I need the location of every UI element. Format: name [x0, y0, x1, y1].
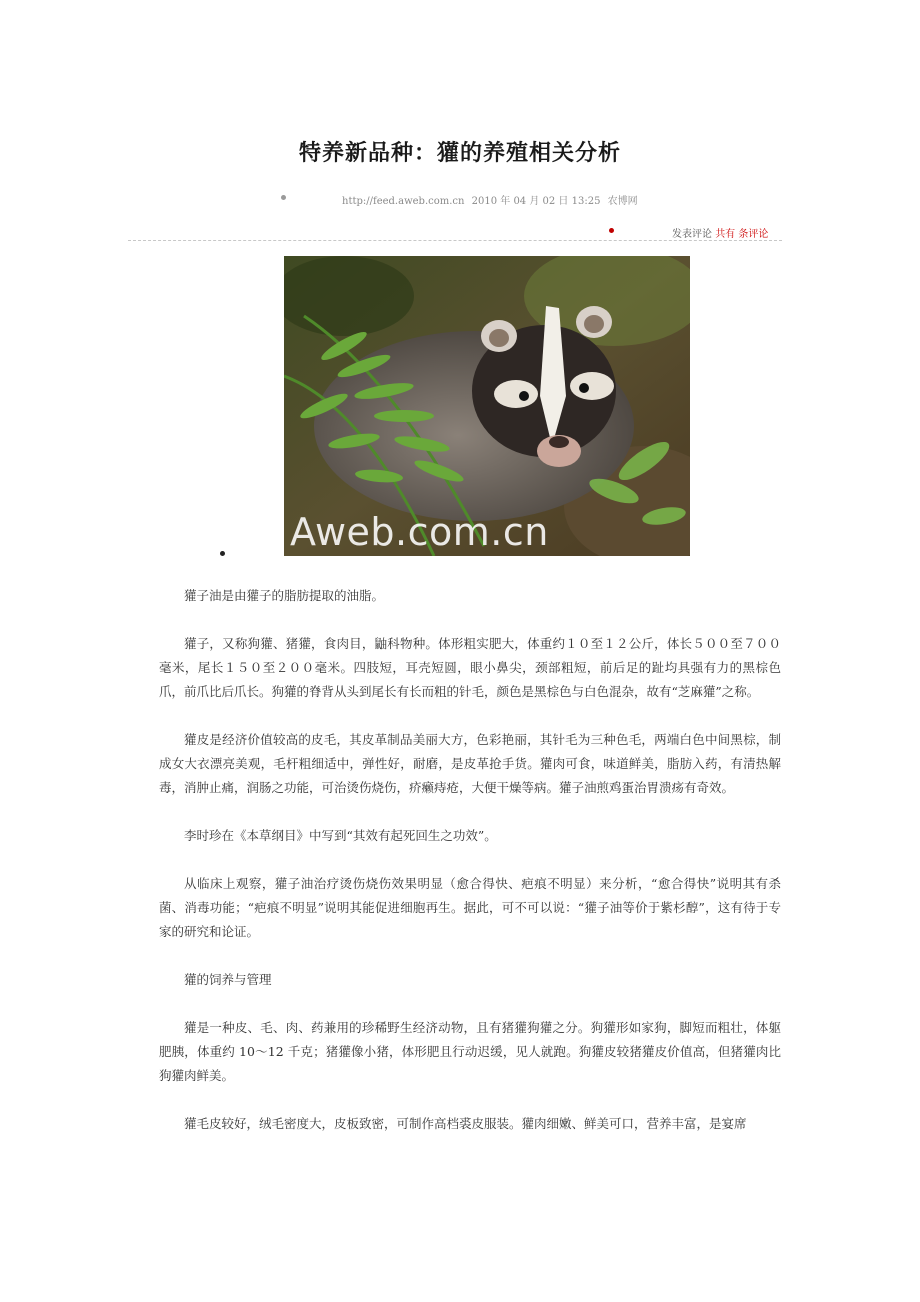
article-body — [159, 584, 781, 1160]
paragraph: 獾毛皮较好，绒毛密度大，皮板致密，可制作高档裘皮服装。獾肉细嫩、鲜美可口，营养丰富，是宴席 — [184, 1116, 747, 1131]
post-comment-link[interactable]: 发表评论 — [672, 229, 712, 240]
article-photo — [284, 256, 690, 556]
section-heading: 獾的饲养与管理 — [184, 972, 272, 987]
article-meta — [342, 192, 642, 207]
publish-date: 2010 年 04 月 02 日 13:25 — [471, 196, 601, 207]
header-divider — [128, 240, 782, 241]
comment-bar — [672, 225, 768, 240]
comment-total-prefix: 共有 — [715, 229, 736, 240]
paragraph: 獾子，又称狗獾、猪獾，食肉目，鼬科物种。体形粗实肥大，体重约１０至１２公斤，体长５００至７００毫米，尾长１５０至２００毫米。四肢短，耳壳短圆，眼小鼻尖，颈部粗短，前后足的趾均具强有力的黑棕色爪，前爪比后爪长。狗獾的脊背从头到尾长有长而粗的针毛，颜色是黑棕色与白色混杂，故有“芝麻獾”之称。 — [159, 636, 781, 699]
paragraph: 獾是一种皮、毛、肉、药兼用的珍稀野生经济动物，且有猪獾狗獾之分。狗獾形如家狗，脚短而粗壮，体躯肥胰，体重约 10～12 千克；猪獾像小猪，体形肥且行动迟缓，见人就跑。狗獾皮较猪獾皮价值高，但猪獾肉比狗獾肉鲜美。 — [159, 1020, 781, 1083]
comment-count-link[interactable]: 条评论 — [738, 229, 769, 240]
paragraph: 李时珍在《本草纲目》中写到“其效有起死回生之功效”。 — [184, 828, 497, 843]
source-name: 农博网 — [607, 196, 638, 207]
meta-bullet-icon — [281, 195, 286, 200]
image-bullet-icon — [220, 551, 225, 556]
comment-bullet-icon — [609, 228, 614, 233]
paragraph: 从临床上观察，獾子油治疗烫伤烧伤效果明显（愈合得快、疤痕不明显）来分析，“愈合得快”说明其有杀菌、消毒功能；“疤痕不明显”说明其能促进细胞再生。据此，可不可以说：“獾子油等价于紫杉醇”，这有待于专家的研究和论证。 — [159, 876, 781, 939]
paragraph: 獾子油是由獾子的脂肪提取的油脂。 — [184, 588, 385, 603]
paragraph: 獾皮是经济价值较高的皮毛，其皮革制品美丽大方，色彩艳丽，其针毛为三种色毛，两端白色中间黑棕，制成女大衣漂亮美观，毛杆粗细适中，弹性好，耐磨，是皮革抢手货。獾肉可食，味道鲜美，脂肪入药，有清热解毒，消肿止痛，润肠之功能，可治烫伤烧伤，疥癞痔疮，大便干燥等病。獾子油煎鸡蛋治胃溃疡有奇效。 — [159, 732, 781, 795]
source-url[interactable]: http://feed.aweb.com.cn — [342, 196, 465, 207]
image-watermark: Aweb.com.cn — [290, 510, 549, 554]
article-title: 特养新品种：獾的养殖相关分析 — [298, 141, 621, 166]
